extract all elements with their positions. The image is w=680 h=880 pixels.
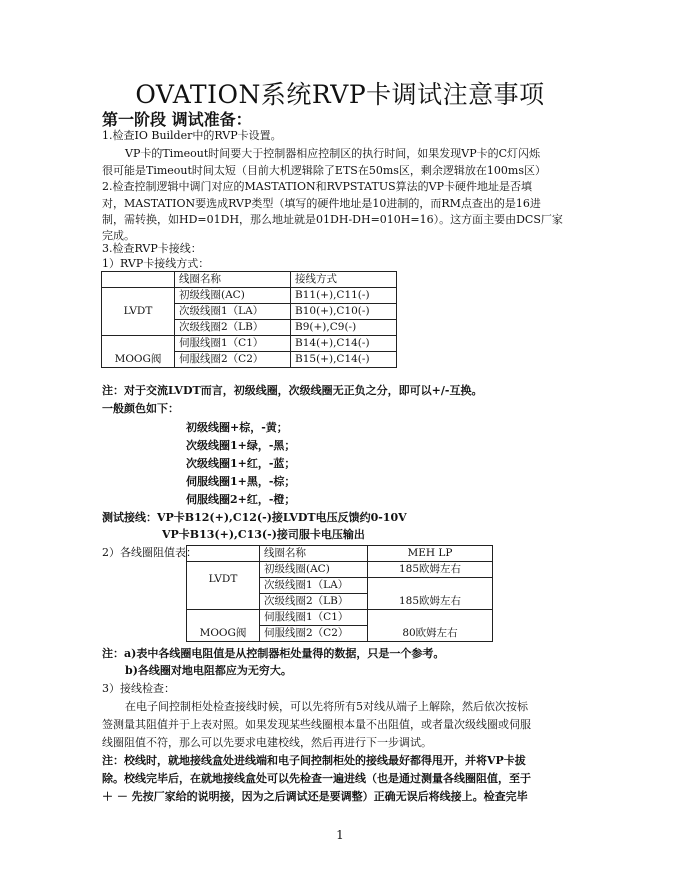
group-cell-lvdt: LVDT [187, 562, 260, 610]
coil-name-cell: 次级线圈2（LB） [260, 594, 368, 610]
resistance-table [186, 545, 493, 642]
table-row [187, 610, 493, 626]
table-header-cell [102, 272, 175, 288]
table-header-cell: 接线方式 [291, 272, 397, 288]
section-heading: 第一阶段 调试准备： [102, 110, 252, 129]
color-line: 伺服线圈2+红，-橙； [186, 493, 296, 506]
wiring-cell: B9(+),C9(-) [291, 320, 397, 336]
coil-name-cell: 次级线圈1（LA） [260, 578, 368, 594]
color-line: 初级线圈+棕，-黄； [186, 421, 288, 434]
coil-name-cell: 次级线圈1（LA） [175, 304, 291, 320]
resistance-cell: 80欧姆左右 [368, 610, 493, 642]
page-number: 1 [336, 828, 344, 842]
item-2-line-3: 制，需转换，如HD=01DH，那么地址就是01DH-DH=010H=16）。这方面主要由DCS厂家 [102, 213, 563, 226]
table-row [187, 562, 493, 578]
subheading-wiring: 1）RVP卡接线方式： [102, 257, 210, 270]
table-header-cell [187, 546, 260, 562]
wiring-cell: B14(+),C14(-) [291, 336, 397, 352]
note-2a: 注：a)表中各线圈电阻值是从控制器柜处量得的数据，只是一个参考。 [102, 647, 445, 660]
coil-name-cell: 伺服线圈2（C2） [260, 626, 368, 642]
color-intro: 一般颜色如下： [102, 402, 179, 415]
check-para-line-3: 线圈阻值不符，那么可以先要求电建校线，然后再进行下一步调试。 [102, 736, 432, 749]
group-cell-lvdt: LVDT [102, 288, 175, 336]
item-3: 3.检查RVP卡接线： [102, 242, 202, 255]
item-2-line-4: 完成。 [102, 229, 135, 242]
coil-name-cell: 伺服线圈1（C1） [175, 336, 291, 352]
group-cell-moog: MOOG阀 [187, 610, 260, 642]
note-2b: b)各线圈对地电阻都应为无穷大。 [125, 664, 292, 677]
table-header-row [187, 546, 493, 562]
resistance-cell: 185欧姆左右 [368, 562, 493, 578]
resistance-cell: 185欧姆左右 [368, 578, 493, 610]
table-row [102, 288, 397, 304]
group-cell-moog: MOOG阀 [102, 336, 175, 368]
item-1-para-line-2: 很可能是Timeout时间太短（目前大机逻辑除了ETS在50ms区，剩余逻辑放在100ms区） [102, 164, 546, 177]
item-2-line-1: 2.检查控制逻辑中调门对应的MASTATION和RVPSTATUS算法的VP卡硬件地址是否填 [102, 180, 532, 193]
wiring-table [101, 271, 397, 368]
item-1-para-line-1: VP卡的Timeout时间要大于控制器相应控制区的执行时间，如果发现VP卡的C灯闪烁 [125, 147, 541, 160]
note-3-line-1: 注：校线时，就地接线盒处进线端和电子间控制柜处的接线最好都得甩开，并将VP卡拔 [102, 754, 526, 767]
table-header-cell: 线圈名称 [175, 272, 291, 288]
color-line: 次级线圈1+红，-蓝； [186, 457, 296, 470]
check-para-line-1: 在电子间控制柜处检查接线时候，可以先将所有5对线从端子上解除，然后依次按标 [125, 700, 528, 713]
wiring-cell: B11(+),C11(-) [291, 288, 397, 304]
note-1: 注：对于交流LVDT而言，初级线圈，次级线圈无正负之分，即可以+/-互换。 [102, 384, 483, 397]
wiring-cell: B10(+),C10(-) [291, 304, 397, 320]
coil-name-cell: 初级线圈(AC) [175, 288, 291, 304]
document-title: OVATION系统RVP卡调试注意事项 [135, 80, 545, 109]
coil-name-cell: 伺服线圈1（C1） [260, 610, 368, 626]
test-wiring-line-1: 测试接线：VP卡B12(+),C12(-)接LVDT电压反馈约0-10V [102, 511, 407, 524]
item-1: 1.检查IO Builder中的RVP卡设置。 [102, 129, 282, 142]
check-para-line-2: 签测量其阻值并于上表对照。如果发现某些线圈根本量不出阻值，或者量次级线圈或伺服 [102, 718, 531, 731]
color-line: 伺服线圈1+黑，-棕； [186, 475, 296, 488]
item-2-line-2: 对，MASTATION要选成RVP类型（填写的硬件地址是10进制的，而RM点查出的是16进 [102, 197, 541, 210]
table-row [102, 336, 397, 352]
coil-name-cell: 伺服线圈2（C2） [175, 352, 291, 368]
table-header-row [102, 272, 397, 288]
note-3-line-2: 除。校线完毕后，在就地接线盒处可以先检查一遍进线（也是通过测量各线圈阻值，至于 [102, 772, 531, 785]
subheading-check: 3）接线检查： [102, 682, 175, 695]
coil-name-cell: 初级线圈(AC) [260, 562, 368, 578]
table-header-cell: MEH LP [368, 546, 493, 562]
wiring-cell: B15(+),C14(-) [291, 352, 397, 368]
subheading-resistance: 2）各线圈阻值表： [102, 546, 197, 559]
color-line: 次级线圈1+绿，-黑； [186, 439, 296, 452]
coil-name-cell: 次级线圈2（LB） [175, 320, 291, 336]
test-wiring-line-2: VP卡B13(+),C13(-)接司服卡电压输出 [162, 528, 365, 541]
table-header-cell: 线圈名称 [260, 546, 368, 562]
note-3-line-3: ＋ － 先按厂家给的说明接，因为之后调试还是要调整）正确无误后将线接上。检查完毕 [102, 790, 528, 803]
